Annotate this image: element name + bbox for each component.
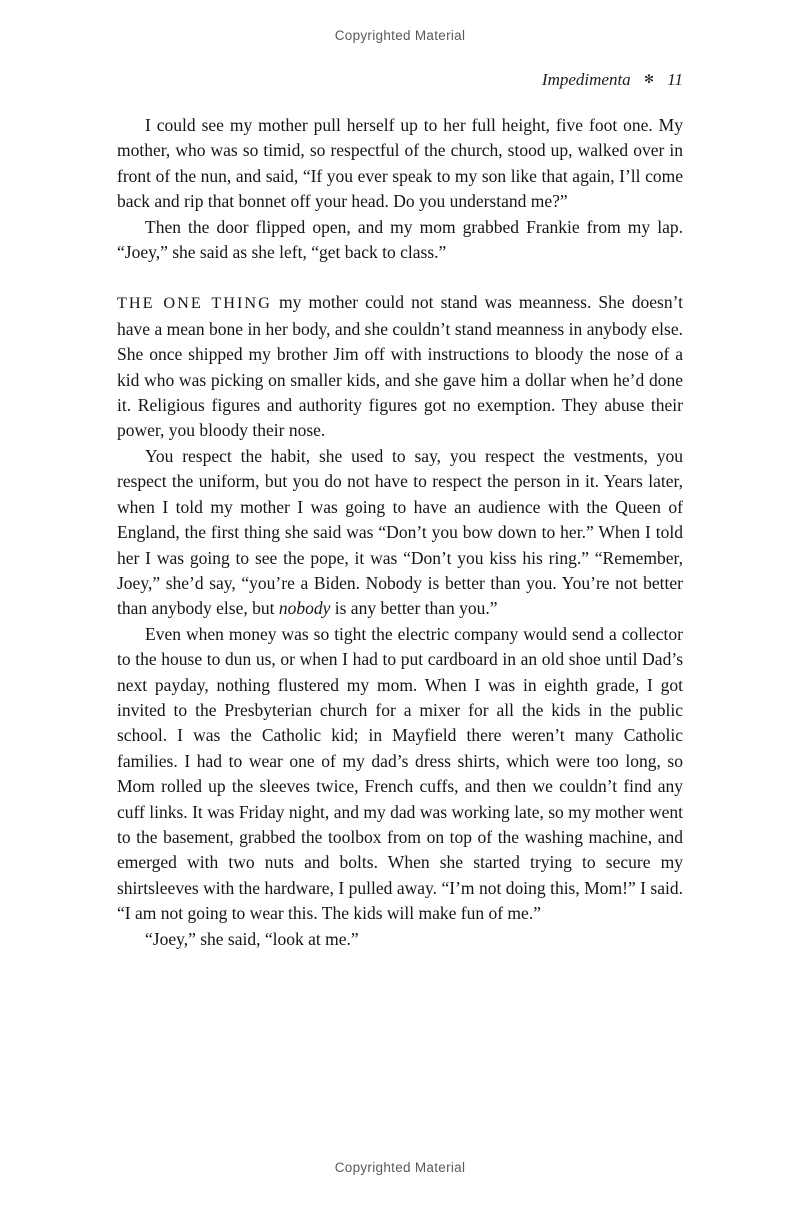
text-segment: I could see my mother pull herself up to her full height, five foot one. My mother, who was so timid, so respectful of the church, stood up, walked over in front of the nun, and said, “If you ever speak to my son like that again, I’ll come back and rip that bonnet off your head. Do you understand me?” bbox=[117, 115, 683, 212]
text-segment: “Joey,” she said, “look at me.” bbox=[145, 928, 359, 949]
copyright-notice-top: Copyrighted Material bbox=[334, 28, 466, 43]
smallcaps-lead-in: THE ONE THING bbox=[117, 294, 272, 313]
running-head-page-number: 11 bbox=[667, 70, 683, 89]
text-segment: Then the door flipped open, and my mom grabbed Frankie from my lap. “Joey,” she said as she left, “get back to class.” bbox=[117, 216, 683, 263]
text-segment: You respect the habit, she used to say, you respect the vestments, you respect the uniform, but you do not have to respect the person in it. Years later, when I told my mother I was going to have an audience with the Queen of England, the first thing she said was “Don’t you bow down to her.” When I told her I was going to see the pope, it was “Don’t you kiss his ring.” “Remember, Joey,” she’d say, “you’re a Biden. Nobody is better than you. You’re not better than anybody else, but bbox=[117, 445, 683, 619]
paragraph bbox=[117, 622, 683, 927]
text-segment: nobody bbox=[278, 598, 331, 619]
running-head-chapter-title: Impedimenta bbox=[541, 70, 631, 89]
paragraph bbox=[117, 215, 683, 266]
running-head bbox=[117, 70, 683, 90]
copyright-notice-bottom: Copyrighted Material bbox=[334, 1160, 466, 1175]
body-text bbox=[117, 113, 683, 952]
paragraph bbox=[117, 113, 683, 215]
paragraph bbox=[117, 290, 683, 443]
star-separator-icon: ✻ bbox=[643, 72, 654, 86]
paragraph bbox=[117, 444, 683, 622]
text-segment: is any better than you.” bbox=[330, 598, 498, 619]
paragraph bbox=[117, 927, 683, 952]
text-segment: my mother could not stand was meanness. She doesn’t have a mean bone in her body, and she couldn’t stand meanness in anybody else. She once shipped my brother Jim off with instructions to bloody the nose of a kid who was picking on smaller kids, and she gave him a dollar when he’d done it. Religious figures and authority figures got no exemption. They abuse their power, you bloody their nose. bbox=[117, 292, 683, 441]
text-segment: Even when money was so tight the electric company would send a collector to the house to dun us, or when I had to put cardboard in an old shoe until Dad’s next payday, nothing flustered my mom. When I was in eighth grade, I got invited to the Presbyterian church for a mixer for all the kids in the public school. I was the Catholic kid; in Mayfield there weren’t many Catholic families. I had to wear one of my dad’s dress shirts, which were too long, so Mom rolled up the sleeves twice, French cuffs, and then we couldn’t find any cuff links. It was Friday night, and my dad was working late, so my mother went to the basement, grabbed the toolbox from on top of the washing machine, and emerged with two nuts and bolts. When she started trying to secure my shirtsleeves with the hardware, I pulled away. “I’m not doing this, Mom!” I said. “I am not going to wear this. The kids will make fun of me.” bbox=[117, 623, 683, 924]
